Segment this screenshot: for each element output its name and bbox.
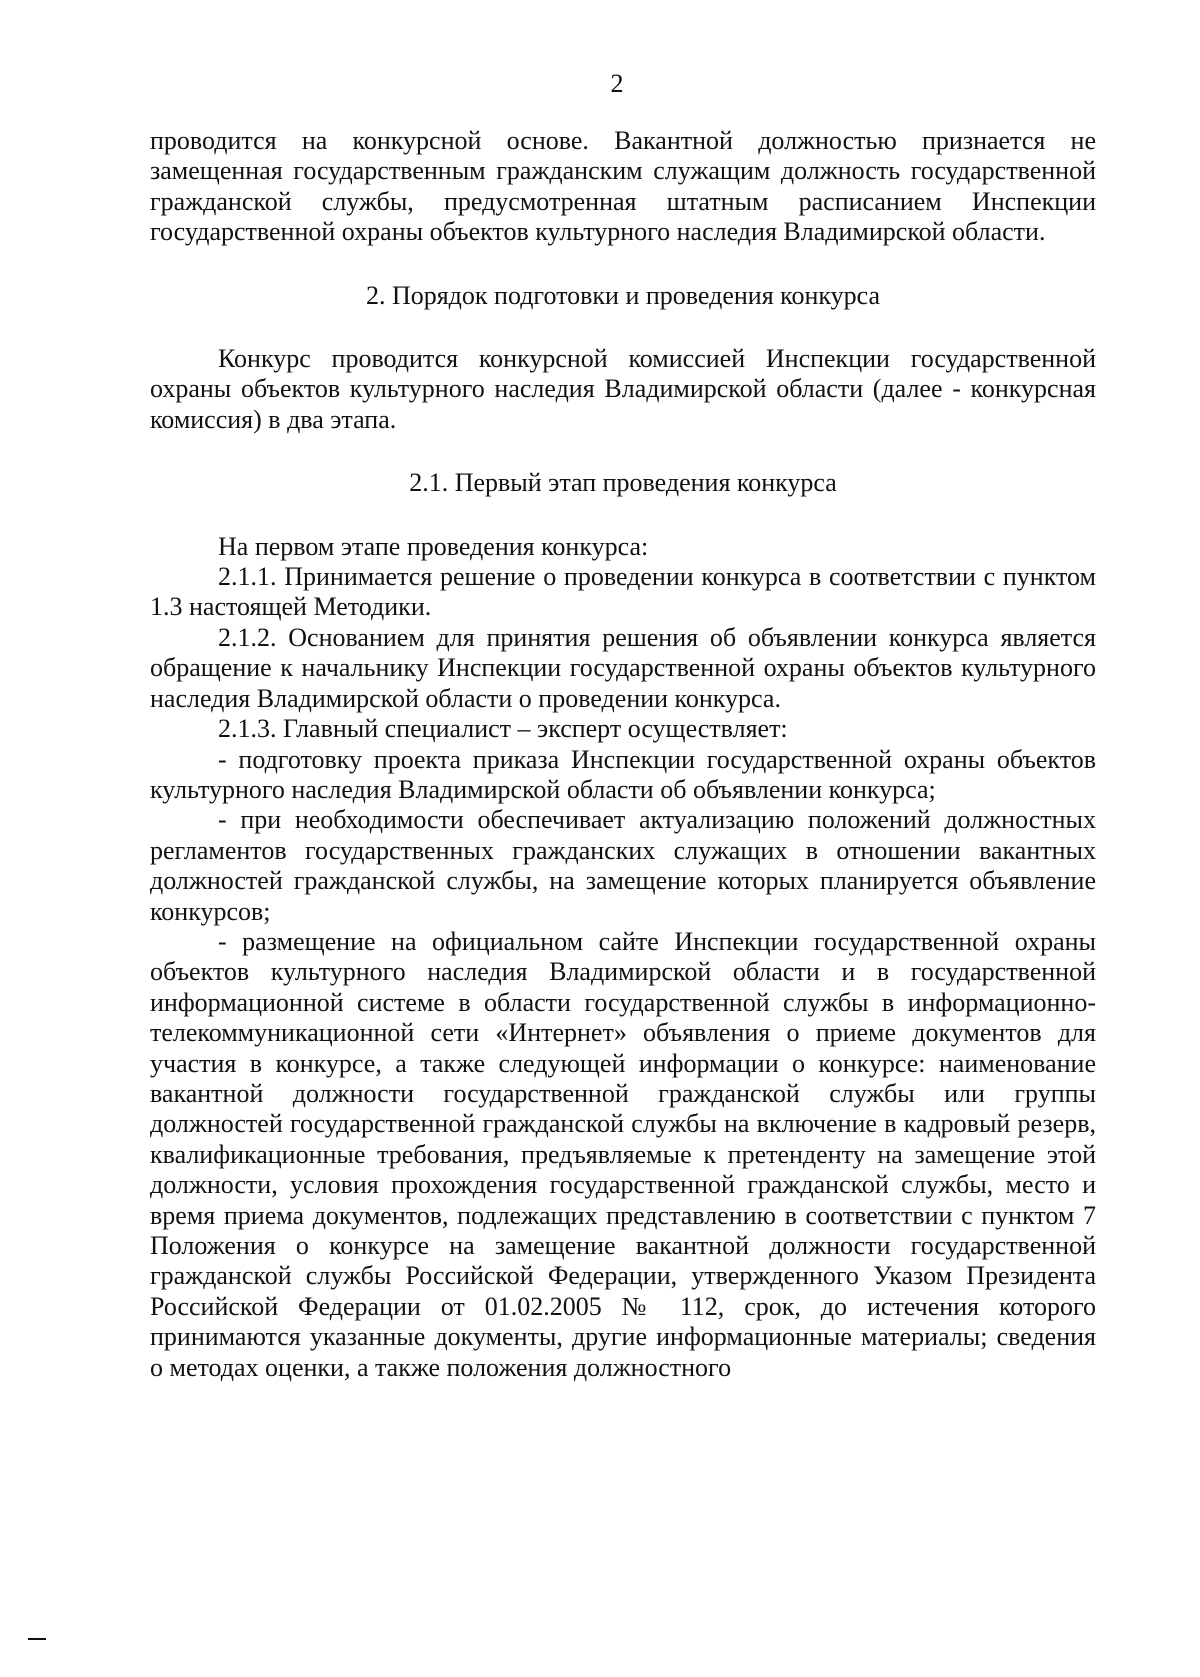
document-body [150,126,1096,1383]
intro-paragraph: проводится на конкурсной основе. Вакантной должностью признается не замещенная государственным гражданским служащим должность государственной гражданской службы, предусмотренная штатным расписанием Инспекции государственной охраны объектов культурного наследия Владимирской области. [150,126,1096,247]
margin-mark [28,1638,46,1640]
item-2-1-2: 2.1.2. Основанием для принятия решения об объявлении конкурса является обращение к начальнику Инспекции государственной охраны объектов культурного наследия Владимирской области о проведении конкурса. [150,622,1096,713]
section-2-1-heading: 2.1. Первый этап проведения конкурса [409,468,837,498]
page-number: 2 [610,69,624,98]
spacer [150,248,1096,281]
first-stage-lead: На первом этапе проведения конкурса: [218,531,649,561]
spacer [150,499,1096,532]
dash-item-3: - размещение на официальном сайте Инспекции государственной охраны объектов культурного наследия Владимирской области и в государственной информационной системе в области государственной службы в информационно-телекоммуникационной сети «Интернет» объявления о приеме документов для участия в конкурсе, а также следующей информации о конкурсе: наименование вакантной должности государственной гражданской службы или группы должностей государственной гражданской службы на включение в кадровый резерв, квалификационные требования, предъявляемые к претенденту на замещение этой должности, условия прохождения государственной гражданской службы, место и время приема документов, подлежащих представлению в соответствии с пунктом 7 Положения о конкурсе на замещение вакантной должности государственной гражданской службы Российской Федерации, утвержденного Указом Президента Российской Федерации от 01.02.2005 № 112, срок, до истечения которого принимаются указанные документы, другие информационные материалы; сведения о методах оценки, а также положения должностного [150,926,1096,1382]
section-2-heading: 2. Порядок подготовки и проведения конкурса [365,280,881,310]
spacer [150,435,1096,468]
dash-item-1: - подготовку проекта приказа Инспекции государственной охраны объектов культурного наследия Владимирской области об объявлении конкурса; [150,744,1096,804]
item-2-1-1: 2.1.1. Принимается решение о проведении конкурса в соответствии с пунктом 1.3 настоящей Методики. [150,562,1096,622]
spacer [150,311,1096,344]
item-2-1-3: 2.1.3. Главный специалист – эксперт осуществляет: [218,714,788,744]
dash-item-2: - при необходимости обеспечивает актуализацию положений должностных регламентов государственных гражданских служащих в отношении вакантных должностей гражданской службы, на замещение которых планируется объявление конкурсов; [150,805,1096,926]
section-2-paragraph: Конкурс проводится конкурсной комиссией Инспекции государственной охраны объектов культурного наследия Владимирской области (далее - конкурсная комиссия) в два этапа. [150,344,1096,434]
